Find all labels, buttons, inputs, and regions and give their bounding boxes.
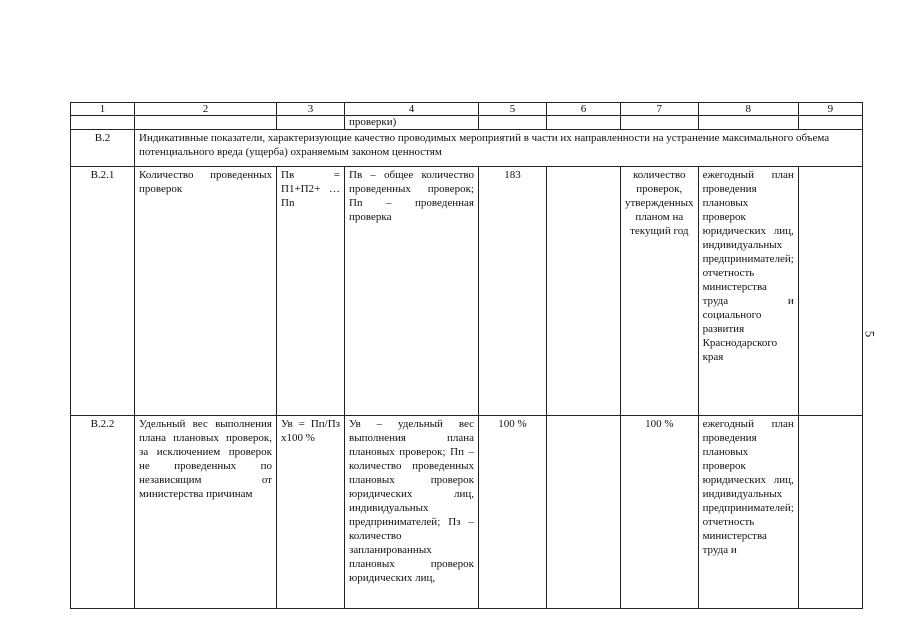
indicator-definition: Пв – общее количество проведенных проверок; Пn – проведенная проверка — [345, 167, 479, 416]
header-cell: 2 — [135, 103, 277, 116]
col6-cell — [547, 416, 621, 609]
indicator-formula: Пв = П1+П2+ … Пn — [277, 167, 345, 416]
header-cell: 1 — [71, 103, 135, 116]
indicators-table — [70, 102, 863, 609]
header-row — [71, 103, 863, 116]
indicator-value: 100 % — [479, 416, 547, 609]
col7-cell: количество проверок, утвержденных планом на текущий год — [621, 167, 699, 416]
section-row — [71, 130, 863, 167]
indicator-source: ежегодный план проведения плановых проверок юридических лиц, индивидуальных предпринимателей; отчетность министерства труда и — [698, 416, 798, 609]
col6-cell — [547, 167, 621, 416]
indicator-name: Количество проведенных проверок — [135, 167, 277, 416]
header-cell: 4 — [345, 103, 479, 116]
header-cell: 7 — [621, 103, 699, 116]
continuation-row — [71, 116, 863, 130]
header-cell: 9 — [798, 103, 862, 116]
header-cell: 8 — [698, 103, 798, 116]
table-row — [71, 416, 863, 609]
page-number: 5 — [862, 330, 878, 338]
indicator-definition: Ув – удельный вес выполнения плана плановых проверок; Пп – количество проведенных плановых проверок юридических лиц, индивидуальных предпринимателей; Пз – количество запланированных плановых проверок юридических лиц, — [345, 416, 479, 609]
row-code: В.2.1 — [71, 167, 135, 416]
indicator-value: 183 — [479, 167, 547, 416]
table-row — [71, 167, 863, 416]
row-code: В.2.2 — [71, 416, 135, 609]
indicator-source: ежегодный план проведения плановых проверок юридических лиц, индивидуальных предпринимателей; отчетность министерства труда и социального развития Краснодарского края — [698, 167, 798, 416]
indicator-name: Удельный вес выполнения плана плановых проверок, за исключением проверок не проведенных по независящим от министерства причинам — [135, 416, 277, 609]
col7-cell: 100 % — [621, 416, 699, 609]
col9-cell — [798, 416, 862, 609]
indicator-formula: Ув = Пп/Пз х100 % — [277, 416, 345, 609]
header-cell: 6 — [547, 103, 621, 116]
header-cell: 5 — [479, 103, 547, 116]
section-code: В.2 — [71, 130, 135, 167]
header-cell: 3 — [277, 103, 345, 116]
col9-cell — [798, 167, 862, 416]
continuation-text: проверки) — [345, 116, 479, 130]
section-title: Индикативные показатели, характеризующие качество проводимых мероприятий в части их направленности на устранение максимального объема потенциального вреда (ущерба) охраняемым законом ценностям — [135, 130, 863, 167]
